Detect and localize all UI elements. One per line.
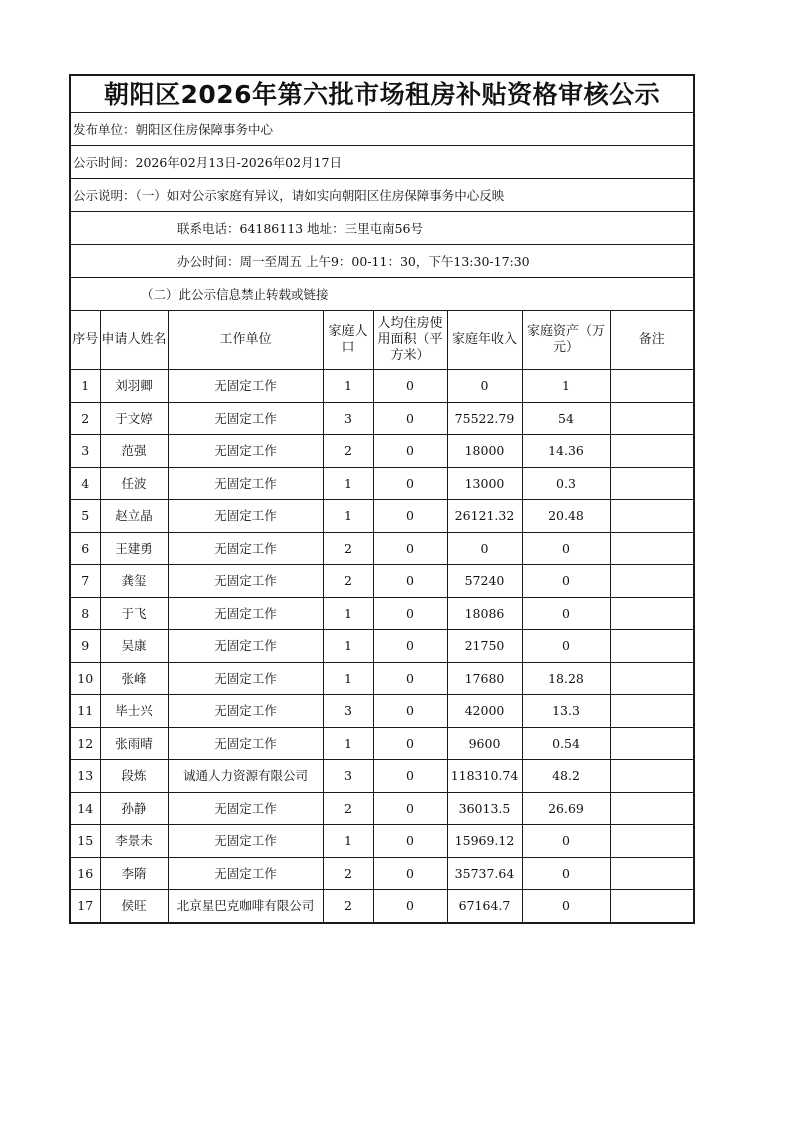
table-row — [70, 597, 694, 630]
cell-household-assets: 26.69 — [522, 792, 610, 825]
cell-remarks — [610, 500, 694, 533]
cell-remarks — [610, 435, 694, 468]
cell-applicant-name: 孙静 — [100, 792, 168, 825]
cell-remarks — [610, 467, 694, 500]
cell-household-size: 1 — [323, 370, 373, 403]
cell-household-size: 2 — [323, 565, 373, 598]
cell-remarks — [610, 857, 694, 890]
cell-area-per-person: 0 — [373, 727, 447, 760]
table-row — [70, 402, 694, 435]
table-row — [70, 760, 694, 793]
page-title: 朝阳区2026年第六批市场租房补贴资格审核公示 — [70, 75, 694, 113]
cell-index: 11 — [70, 695, 100, 728]
cell-index: 1 — [70, 370, 100, 403]
cell-remarks — [610, 370, 694, 403]
cell-household-assets: 14.36 — [522, 435, 610, 468]
table-row — [70, 435, 694, 468]
cell-area-per-person: 0 — [373, 435, 447, 468]
cell-household-assets: 1 — [522, 370, 610, 403]
cell-annual-income: 9600 — [447, 727, 522, 760]
cell-employer: 无固定工作 — [168, 467, 323, 500]
cell-household-size: 1 — [323, 662, 373, 695]
cell-index: 8 — [70, 597, 100, 630]
table-row — [70, 792, 694, 825]
cell-remarks — [610, 402, 694, 435]
cell-household-assets: 0 — [522, 565, 610, 598]
cell-applicant-name: 吴康 — [100, 630, 168, 663]
header-remarks: 备注 — [610, 311, 694, 370]
cell-employer: 无固定工作 — [168, 435, 323, 468]
cell-household-assets: 54 — [522, 402, 610, 435]
cell-index: 4 — [70, 467, 100, 500]
cell-index: 10 — [70, 662, 100, 695]
header-annual-income: 家庭年收入 — [447, 311, 522, 370]
note-contact-line: 联系电话：64186113 地址：三里屯南56号 — [70, 212, 694, 245]
cell-remarks — [610, 760, 694, 793]
table-row — [70, 727, 694, 760]
cell-remarks — [610, 792, 694, 825]
cell-applicant-name: 范强 — [100, 435, 168, 468]
cell-remarks — [610, 890, 694, 923]
cell-employer: 无固定工作 — [168, 857, 323, 890]
cell-remarks — [610, 662, 694, 695]
cell-household-size: 2 — [323, 890, 373, 923]
cell-area-per-person: 0 — [373, 825, 447, 858]
cell-household-size: 2 — [323, 857, 373, 890]
cell-index: 13 — [70, 760, 100, 793]
cell-area-per-person: 0 — [373, 500, 447, 533]
cell-annual-income: 26121.32 — [447, 500, 522, 533]
cell-index: 14 — [70, 792, 100, 825]
table-row — [70, 370, 694, 403]
notice-sheet — [69, 74, 693, 924]
cell-annual-income: 75522.79 — [447, 402, 522, 435]
cell-household-size: 3 — [323, 402, 373, 435]
cell-area-per-person: 0 — [373, 792, 447, 825]
table-row — [70, 857, 694, 890]
period-line: 公示时间：2026年02月13日-2026年02月17日 — [70, 146, 694, 179]
cell-annual-income: 17680 — [447, 662, 522, 695]
table-row — [70, 695, 694, 728]
cell-household-size: 3 — [323, 760, 373, 793]
cell-employer: 无固定工作 — [168, 727, 323, 760]
cell-household-size: 1 — [323, 630, 373, 663]
cell-remarks — [610, 727, 694, 760]
cell-household-assets: 0 — [522, 857, 610, 890]
header-applicant-name: 申请人姓名 — [100, 311, 168, 370]
cell-index: 5 — [70, 500, 100, 533]
cell-household-size: 1 — [323, 597, 373, 630]
table-row — [70, 532, 694, 565]
cell-household-assets: 48.2 — [522, 760, 610, 793]
cell-employer: 无固定工作 — [168, 825, 323, 858]
cell-area-per-person: 0 — [373, 857, 447, 890]
cell-annual-income: 118310.74 — [447, 760, 522, 793]
cell-area-per-person: 0 — [373, 630, 447, 663]
header-household-assets: 家庭资产（万元） — [522, 311, 610, 370]
cell-household-size: 2 — [323, 792, 373, 825]
cell-household-size: 1 — [323, 467, 373, 500]
cell-household-assets: 0 — [522, 532, 610, 565]
note-line-2: （二）此公示信息禁止转载或链接 — [70, 278, 694, 311]
cell-household-size: 1 — [323, 500, 373, 533]
cell-area-per-person: 0 — [373, 890, 447, 923]
cell-area-per-person: 0 — [373, 565, 447, 598]
cell-remarks — [610, 630, 694, 663]
publisher-line: 发布单位：朝阳区住房保障事务中心 — [70, 113, 694, 146]
cell-employer: 无固定工作 — [168, 565, 323, 598]
note-hours-line: 办公时间：周一至周五 上午9：00-11：30，下午13:30-17:30 — [70, 245, 694, 278]
cell-annual-income: 67164.7 — [447, 890, 522, 923]
cell-annual-income: 36013.5 — [447, 792, 522, 825]
note-line-1: 公示说明：（一）如对公示家庭有异议，请如实向朝阳区住房保障事务中心反映 — [70, 179, 694, 212]
cell-applicant-name: 赵立晶 — [100, 500, 168, 533]
cell-employer: 无固定工作 — [168, 630, 323, 663]
cell-applicant-name: 李景未 — [100, 825, 168, 858]
cell-employer: 无固定工作 — [168, 532, 323, 565]
cell-area-per-person: 0 — [373, 695, 447, 728]
cell-annual-income: 18000 — [447, 435, 522, 468]
cell-area-per-person: 0 — [373, 662, 447, 695]
cell-household-size: 2 — [323, 532, 373, 565]
cell-annual-income: 15969.12 — [447, 825, 522, 858]
cell-remarks — [610, 695, 694, 728]
cell-remarks — [610, 597, 694, 630]
cell-applicant-name: 任波 — [100, 467, 168, 500]
cell-index: 9 — [70, 630, 100, 663]
cell-area-per-person: 0 — [373, 532, 447, 565]
cell-remarks — [610, 565, 694, 598]
cell-employer: 无固定工作 — [168, 662, 323, 695]
cell-annual-income: 42000 — [447, 695, 522, 728]
cell-employer: 无固定工作 — [168, 695, 323, 728]
cell-index: 6 — [70, 532, 100, 565]
cell-applicant-name: 龚玺 — [100, 565, 168, 598]
cell-employer: 无固定工作 — [168, 370, 323, 403]
cell-remarks — [610, 825, 694, 858]
table-row — [70, 662, 694, 695]
cell-household-assets: 0.54 — [522, 727, 610, 760]
cell-employer: 无固定工作 — [168, 597, 323, 630]
cell-household-assets: 18.28 — [522, 662, 610, 695]
cell-annual-income: 0 — [447, 532, 522, 565]
cell-household-assets: 0 — [522, 825, 610, 858]
cell-index: 2 — [70, 402, 100, 435]
table-row — [70, 825, 694, 858]
cell-index: 12 — [70, 727, 100, 760]
cell-index: 7 — [70, 565, 100, 598]
cell-area-per-person: 0 — [373, 402, 447, 435]
cell-applicant-name: 于飞 — [100, 597, 168, 630]
cell-applicant-name: 张峰 — [100, 662, 168, 695]
header-index: 序号 — [70, 311, 100, 370]
cell-annual-income: 21750 — [447, 630, 522, 663]
header-employer: 工作单位 — [168, 311, 323, 370]
table-row — [70, 565, 694, 598]
cell-applicant-name: 段炼 — [100, 760, 168, 793]
table-row — [70, 500, 694, 533]
cell-applicant-name: 于文婷 — [100, 402, 168, 435]
cell-household-assets: 0 — [522, 890, 610, 923]
cell-applicant-name: 侯旺 — [100, 890, 168, 923]
cell-applicant-name: 李隋 — [100, 857, 168, 890]
cell-annual-income: 18086 — [447, 597, 522, 630]
cell-area-per-person: 0 — [373, 467, 447, 500]
cell-applicant-name: 刘羽卿 — [100, 370, 168, 403]
cell-annual-income: 35737.64 — [447, 857, 522, 890]
cell-annual-income: 0 — [447, 370, 522, 403]
cell-employer: 无固定工作 — [168, 402, 323, 435]
cell-household-assets: 0 — [522, 630, 610, 663]
notice-table — [69, 74, 695, 924]
cell-employer: 无固定工作 — [168, 500, 323, 533]
cell-index: 17 — [70, 890, 100, 923]
cell-area-per-person: 0 — [373, 370, 447, 403]
cell-household-assets: 0.3 — [522, 467, 610, 500]
cell-index: 16 — [70, 857, 100, 890]
cell-household-size: 3 — [323, 695, 373, 728]
cell-annual-income: 13000 — [447, 467, 522, 500]
table-row — [70, 630, 694, 663]
header-area-per-person: 人均住房使用面积（平方米） — [373, 311, 447, 370]
cell-employer: 无固定工作 — [168, 792, 323, 825]
cell-household-assets: 13.3 — [522, 695, 610, 728]
table-row — [70, 467, 694, 500]
cell-applicant-name: 王建勇 — [100, 532, 168, 565]
cell-household-size: 1 — [323, 727, 373, 760]
cell-employer: 诚通人力资源有限公司 — [168, 760, 323, 793]
cell-area-per-person: 0 — [373, 760, 447, 793]
header-household-size: 家庭人口 — [323, 311, 373, 370]
cell-remarks — [610, 532, 694, 565]
cell-household-assets: 0 — [522, 597, 610, 630]
table-row — [70, 890, 694, 923]
cell-index: 15 — [70, 825, 100, 858]
cell-applicant-name: 张雨晴 — [100, 727, 168, 760]
cell-index: 3 — [70, 435, 100, 468]
cell-applicant-name: 毕士兴 — [100, 695, 168, 728]
cell-household-size: 1 — [323, 825, 373, 858]
table-header-row — [70, 311, 694, 370]
cell-employer: 北京星巴克咖啡有限公司 — [168, 890, 323, 923]
cell-household-assets: 20.48 — [522, 500, 610, 533]
cell-area-per-person: 0 — [373, 597, 447, 630]
cell-annual-income: 57240 — [447, 565, 522, 598]
cell-household-size: 2 — [323, 435, 373, 468]
